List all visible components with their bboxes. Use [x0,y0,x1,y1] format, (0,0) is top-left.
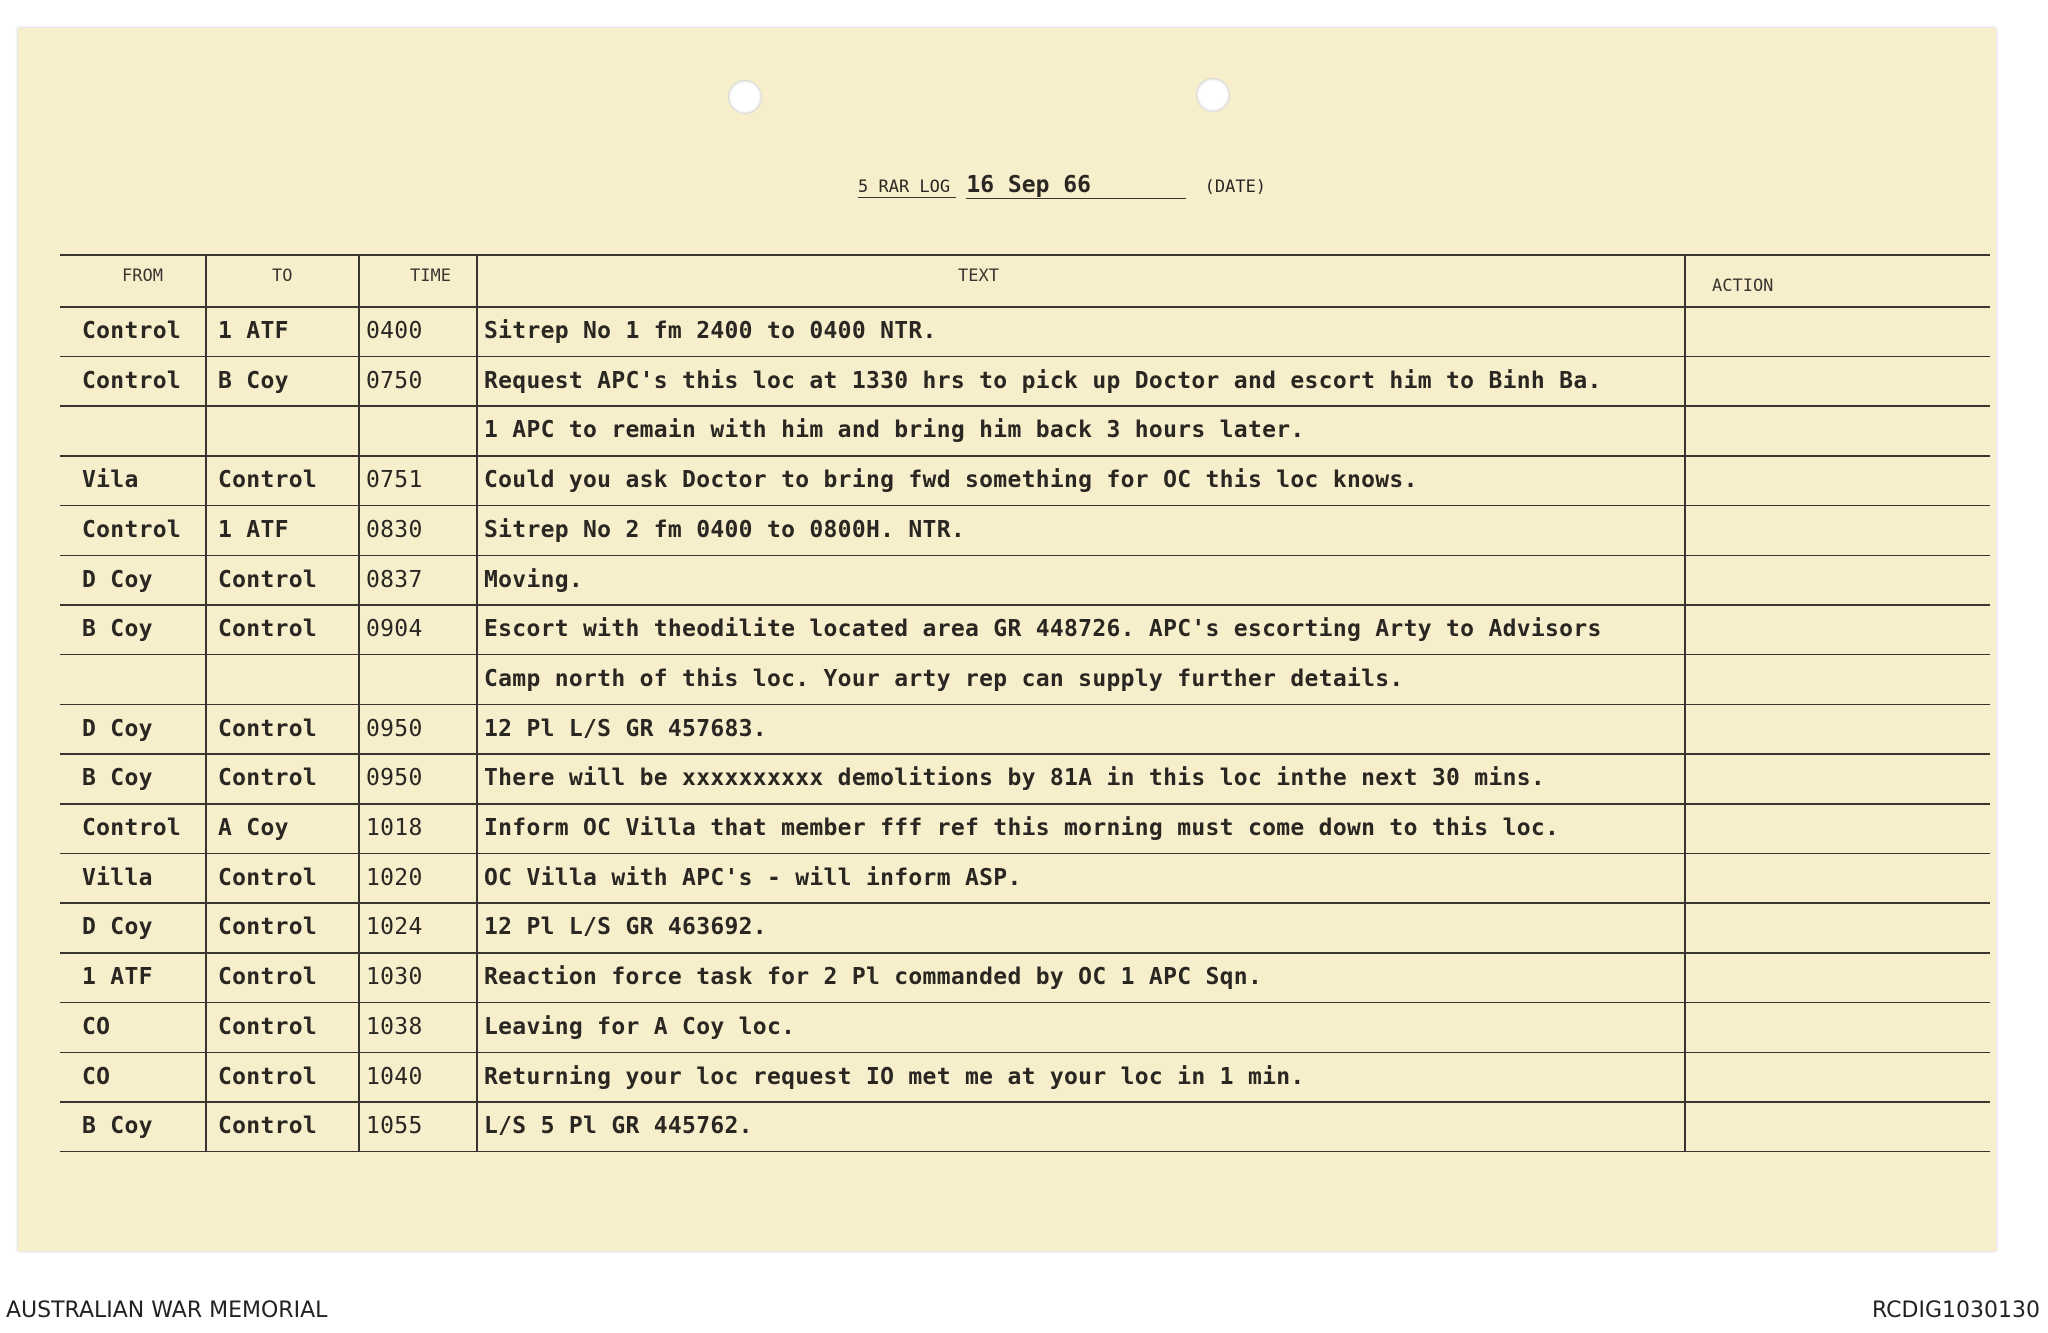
row-rule [60,1052,1990,1054]
date-label: (DATE) [1204,177,1267,197]
cell-time: 0830 [366,516,423,543]
row-rule [60,753,1990,755]
cell-time: 1020 [366,864,423,891]
cell-to: Control [218,715,318,742]
row-rule [60,1151,1990,1153]
footer-left: AUSTRALIAN WAR MEMORIAL [6,1298,328,1323]
column-divider [358,254,360,1151]
column-divider [476,254,478,1151]
row-rule [60,356,1990,358]
row-rule [60,902,1990,904]
row-rule [60,555,1990,557]
cell-from: Vila [82,467,139,494]
cell-time: 1024 [366,914,423,941]
punch-hole-right [1196,78,1230,112]
row-rule [60,505,1990,507]
cell-from: D Coy [82,914,153,941]
row-rule [60,604,1990,606]
log-label: 5 RAR LOG [858,177,956,198]
cell-time: 0950 [366,715,423,742]
cell-to: Control [218,914,318,941]
footer-right: RCDIG1030130 [1871,1298,2040,1323]
cell-text: Inform OC Villa that member fff ref this morning must come down to this loc. [484,815,1560,841]
cell-from: B Coy [82,616,153,643]
cell-text: Reaction force task for 2 Pl commanded by OC 1 APC Sqn. [484,964,1263,991]
row-rule [60,704,1990,706]
cell-time: 0751 [366,467,423,494]
cell-to: Control [218,467,318,494]
cell-time: 0837 [366,566,423,593]
cell-time: 1018 [366,815,423,841]
column-header-action: ACTION [1712,276,1774,296]
column-header-from: FROM [122,266,163,286]
punch-hole-left [728,80,762,114]
cell-text: Could you ask Doctor to bring fwd something for OC this loc knows. [484,467,1418,494]
cell-time: 0750 [366,367,423,394]
cell-text: Request APC's this loc at 1330 hrs to pick up Doctor and escort him to Binh Ba. [484,367,1602,394]
row-rule [60,455,1990,457]
cell-text: Sitrep No 1 fm 2400 to 0400 NTR. [484,318,937,344]
cell-to: Control [218,1113,318,1140]
cell-to: Control [218,1013,318,1040]
cell-text: There will be xxxxxxxxxx demolitions by 81A in this loc inthe next 30 mins. [484,765,1546,792]
cell-to: A Coy [218,815,289,841]
header-rule [60,306,1990,308]
cell-from: Villa [82,864,153,891]
cell-text: Leaving for A Coy loc. [484,1013,796,1040]
column-header-time: TIME [410,266,451,286]
cell-to: 1 ATF [218,516,289,543]
cell-text: Returning your loc request IO met me at your loc in 1 min. [484,1063,1305,1090]
row-rule [60,1002,1990,1004]
cell-text: Escort with theodilite located area GR 448726. APC's escorting Arty to Advisors [484,616,1602,643]
cell-to: Control [218,964,318,991]
cell-text: 12 Pl L/S GR 463692. [484,914,767,941]
cell-text: Sitrep No 2 fm 0400 to 0800H. NTR. [484,516,966,543]
cell-time: 1040 [366,1063,423,1090]
cell-time: 0904 [366,616,423,643]
cell-to: Control [218,566,318,593]
cell-from: B Coy [82,765,153,792]
cell-time: 1030 [366,964,423,991]
cell-time: 0400 [366,318,423,344]
row-rule [60,654,1990,656]
table-top-rule [60,254,1990,256]
log-header [858,172,1266,199]
cell-from: Control [82,367,182,394]
cell-to: 1 ATF [218,318,289,344]
cell-from: CO [82,1063,111,1090]
column-header-to: TO [272,266,293,286]
cell-from: Control [82,318,182,344]
cell-from: Control [82,516,182,543]
row-rule [60,853,1990,855]
cell-text: Moving. [484,566,584,593]
cell-text: 12 Pl L/S GR 457683. [484,715,767,742]
cell-to: B Coy [218,367,289,394]
cell-text: 1 APC to remain with him and bring him back 3 hours later. [484,417,1305,444]
cell-from: Control [82,815,182,841]
cell-text: OC Villa with APC's - will inform ASP. [484,864,1022,891]
cell-text: Camp north of this loc. Your arty rep can supply further details. [484,665,1404,692]
cell-to: Control [218,616,318,643]
cell-from: D Coy [82,566,153,593]
cell-to: Control [218,864,318,891]
row-rule [60,1101,1990,1103]
column-header-text: TEXT [958,266,999,286]
row-rule [60,952,1990,954]
cell-time: 1038 [366,1013,423,1040]
cell-to: Control [218,1063,318,1090]
cell-from: 1 ATF [82,964,153,991]
cell-from: D Coy [82,715,153,742]
cell-text: L/S 5 Pl GR 445762. [484,1113,753,1140]
cell-time: 0950 [366,765,423,792]
cell-from: B Coy [82,1113,153,1140]
column-divider [1684,254,1686,1151]
log-date: 16 Sep 66 [966,172,1186,199]
cell-time: 1055 [366,1113,423,1140]
cell-from: CO [82,1013,111,1040]
row-rule [60,405,1990,407]
row-rule [60,803,1990,805]
column-divider [205,254,207,1151]
cell-to: Control [218,765,318,792]
